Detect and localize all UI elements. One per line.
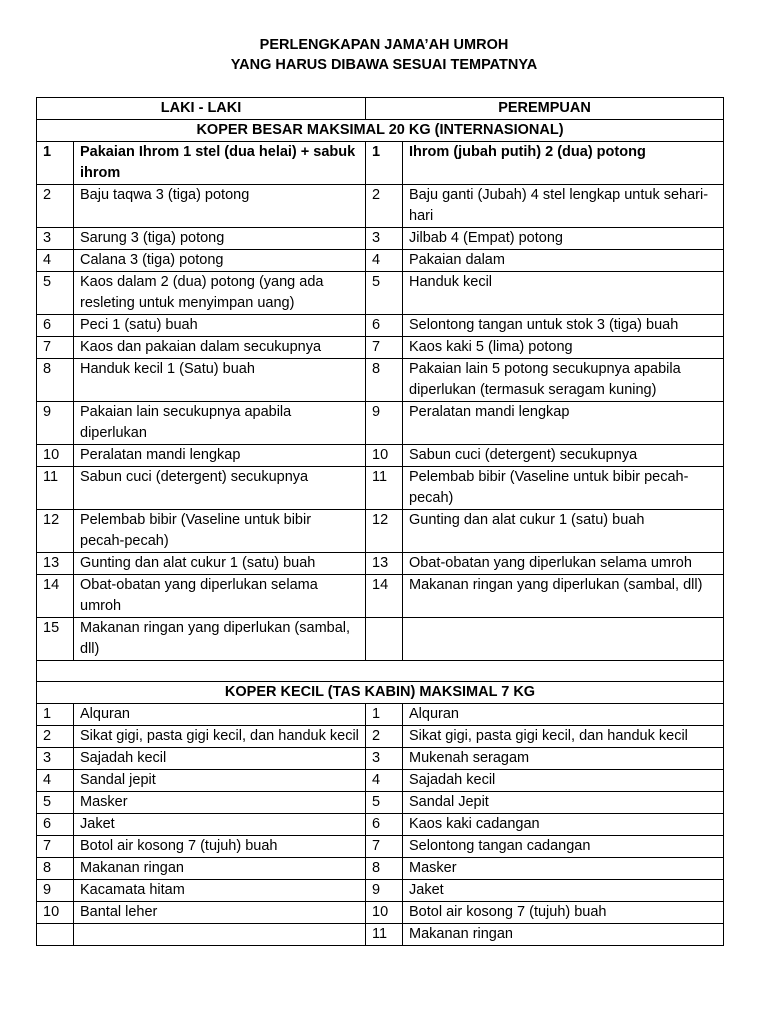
- female-item-number: 10: [366, 902, 403, 924]
- female-item-text: [403, 618, 724, 661]
- table-row: [37, 315, 724, 337]
- table-row: [37, 814, 724, 836]
- male-item-number: 11: [37, 467, 74, 510]
- male-item-text: Makanan ringan yang diperlukan (sambal, dll): [74, 618, 366, 661]
- checklist-table: [36, 97, 724, 946]
- table-row: [37, 748, 724, 770]
- male-item-text: Botol air kosong 7 (tujuh) buah: [74, 836, 366, 858]
- male-item-number: 8: [37, 359, 74, 402]
- document-title: PERLENGKAPAN JAMA’AH UMROH: [259, 37, 509, 53]
- female-item-number: 12: [366, 510, 403, 553]
- male-item-number: 12: [37, 510, 74, 553]
- table-row: [37, 445, 724, 467]
- male-item-text: Masker: [74, 792, 366, 814]
- female-item-number: 11: [366, 924, 403, 946]
- table-row: [37, 792, 724, 814]
- male-item-text: Sandal jepit: [74, 770, 366, 792]
- table-row: [37, 402, 724, 445]
- female-item-text: Kaos kaki cadangan: [403, 814, 724, 836]
- male-item-text: Pakaian lain secukupnya apabila diperlukan: [74, 402, 366, 445]
- male-item-text: Obat-obatan yang diperlukan selama umroh: [74, 575, 366, 618]
- column-header-female: PEREMPUAN: [366, 98, 724, 120]
- female-item-text: Selontong tangan cadangan: [403, 836, 724, 858]
- male-item-number: 6: [37, 315, 74, 337]
- male-item-text: Calana 3 (tiga) potong: [74, 250, 366, 272]
- table-row: [37, 228, 724, 250]
- female-item-text: Baju ganti (Jubah) 4 stel lengkap untuk sehari-hari: [403, 185, 724, 228]
- male-item-number: 14: [37, 575, 74, 618]
- table-row: [37, 553, 724, 575]
- table-row: [37, 880, 724, 902]
- male-item-number: 7: [37, 337, 74, 359]
- female-item-number: 8: [366, 858, 403, 880]
- female-item-text: Selontong tangan untuk stok 3 (tiga) buah: [403, 315, 724, 337]
- female-item-number: 9: [366, 402, 403, 445]
- table-row: [37, 618, 724, 661]
- male-item-number: 2: [37, 185, 74, 228]
- male-item-number: 5: [37, 272, 74, 315]
- male-item-text: Sarung 3 (tiga) potong: [74, 228, 366, 250]
- female-item-text: Sabun cuci (detergent) secukupnya: [403, 445, 724, 467]
- male-item-text: Bantal leher: [74, 902, 366, 924]
- male-item-text: Jaket: [74, 814, 366, 836]
- section-header-row: [37, 682, 724, 704]
- male-item-text: Sabun cuci (detergent) secukupnya: [74, 467, 366, 510]
- column-header-male: LAKI - LAKI: [37, 98, 366, 120]
- male-item-text: Makanan ringan: [74, 858, 366, 880]
- table-row: [37, 858, 724, 880]
- male-item-number: 8: [37, 858, 74, 880]
- column-header-row: [37, 98, 724, 120]
- male-item-number: 1: [37, 142, 74, 185]
- table-row: [37, 250, 724, 272]
- table-row: [37, 575, 724, 618]
- female-item-text: Gunting dan alat cukur 1 (satu) buah: [403, 510, 724, 553]
- female-item-number: 13: [366, 553, 403, 575]
- male-item-text: Sajadah kecil: [74, 748, 366, 770]
- male-item-number: 3: [37, 748, 74, 770]
- female-item-number: 6: [366, 315, 403, 337]
- female-item-text: Sajadah kecil: [403, 770, 724, 792]
- male-item-text: Baju taqwa 3 (tiga) potong: [74, 185, 366, 228]
- female-item-text: Ihrom (jubah putih) 2 (dua) potong: [403, 142, 724, 185]
- female-item-text: Botol air kosong 7 (tujuh) buah: [403, 902, 724, 924]
- table-row: [37, 142, 724, 185]
- table-row: [37, 770, 724, 792]
- female-item-number: 11: [366, 467, 403, 510]
- male-item-number: 1: [37, 704, 74, 726]
- male-item-text: Handuk kecil 1 (Satu) buah: [74, 359, 366, 402]
- female-item-number: 3: [366, 228, 403, 250]
- female-item-number: 7: [366, 836, 403, 858]
- female-item-text: Handuk kecil: [403, 272, 724, 315]
- document-subtitle: YANG HARUS DIBAWA SESUAI TEMPATNYA: [230, 57, 538, 73]
- section-title: KOPER BESAR MAKSIMAL 20 KG (INTERNASIONAL): [37, 120, 724, 142]
- male-item-number: 10: [37, 902, 74, 924]
- female-item-text: Pelembab bibir (Vaseline untuk bibir pecah-pecah): [403, 467, 724, 510]
- spacer-cell: [37, 661, 724, 682]
- female-item-number: [366, 618, 403, 661]
- male-item-number: 5: [37, 792, 74, 814]
- male-item-number: 10: [37, 445, 74, 467]
- table-row: [37, 902, 724, 924]
- female-item-number: 2: [366, 726, 403, 748]
- female-item-text: Kaos kaki 5 (lima) potong: [403, 337, 724, 359]
- table-row: [37, 272, 724, 315]
- female-item-text: Masker: [403, 858, 724, 880]
- table-row: [37, 704, 724, 726]
- male-item-text: Sikat gigi, pasta gigi kecil, dan handuk kecil: [74, 726, 366, 748]
- male-item-number: 13: [37, 553, 74, 575]
- female-item-text: Makanan ringan yang diperlukan (sambal, dll): [403, 575, 724, 618]
- table-row: [37, 726, 724, 748]
- female-item-number: 2: [366, 185, 403, 228]
- male-item-text: Peralatan mandi lengkap: [74, 445, 366, 467]
- female-item-number: 10: [366, 445, 403, 467]
- table-row: [37, 510, 724, 553]
- female-item-number: 3: [366, 748, 403, 770]
- female-item-number: 1: [366, 142, 403, 185]
- table-row: [37, 185, 724, 228]
- male-item-text: Kaos dalam 2 (dua) potong (yang ada resleting untuk menyimpan uang): [74, 272, 366, 315]
- male-item-number: 3: [37, 228, 74, 250]
- section-header-row: [37, 120, 724, 142]
- male-item-text: Kaos dan pakaian dalam secukupnya: [74, 337, 366, 359]
- female-item-text: Pakaian lain 5 potong secukupnya apabila diperlukan (termasuk seragam kuning): [403, 359, 724, 402]
- female-item-text: Sikat gigi, pasta gigi kecil, dan handuk kecil: [403, 726, 724, 748]
- female-item-text: Peralatan mandi lengkap: [403, 402, 724, 445]
- female-item-number: 9: [366, 880, 403, 902]
- female-item-number: 1: [366, 704, 403, 726]
- female-item-text: Mukenah seragam: [403, 748, 724, 770]
- female-item-number: 4: [366, 250, 403, 272]
- male-item-text: Pelembab bibir (Vaseline untuk bibir pecah-pecah): [74, 510, 366, 553]
- table-row: [37, 337, 724, 359]
- female-item-text: Alquran: [403, 704, 724, 726]
- female-item-number: 7: [366, 337, 403, 359]
- female-item-text: Sandal Jepit: [403, 792, 724, 814]
- table-row: [37, 924, 724, 946]
- male-item-number: 9: [37, 402, 74, 445]
- male-item-number: 2: [37, 726, 74, 748]
- female-item-number: 4: [366, 770, 403, 792]
- male-item-number: 4: [37, 770, 74, 792]
- female-item-number: 5: [366, 792, 403, 814]
- table-row: [37, 836, 724, 858]
- female-item-number: 6: [366, 814, 403, 836]
- table-row: [37, 467, 724, 510]
- section-spacer-row: [37, 661, 724, 682]
- female-item-text: Makanan ringan: [403, 924, 724, 946]
- male-item-number: [37, 924, 74, 946]
- male-item-number: 9: [37, 880, 74, 902]
- female-item-text: Pakaian dalam: [403, 250, 724, 272]
- male-item-number: 15: [37, 618, 74, 661]
- section-title: KOPER KECIL (TAS KABIN) MAKSIMAL 7 KG: [37, 682, 724, 704]
- male-item-text: Alquran: [74, 704, 366, 726]
- male-item-text: Kacamata hitam: [74, 880, 366, 902]
- female-item-number: 8: [366, 359, 403, 402]
- table-row: [37, 359, 724, 402]
- male-item-number: 4: [37, 250, 74, 272]
- male-item-text: Peci 1 (satu) buah: [74, 315, 366, 337]
- female-item-text: Jilbab 4 (Empat) potong: [403, 228, 724, 250]
- female-item-text: Obat-obatan yang diperlukan selama umroh: [403, 553, 724, 575]
- male-item-text: [74, 924, 366, 946]
- male-item-text: Pakaian Ihrom 1 stel (dua helai) + sabuk ihrom: [74, 142, 366, 185]
- female-item-number: 14: [366, 575, 403, 618]
- male-item-number: 7: [37, 836, 74, 858]
- female-item-text: Jaket: [403, 880, 724, 902]
- male-item-number: 6: [37, 814, 74, 836]
- female-item-number: 5: [366, 272, 403, 315]
- male-item-text: Gunting dan alat cukur 1 (satu) buah: [74, 553, 366, 575]
